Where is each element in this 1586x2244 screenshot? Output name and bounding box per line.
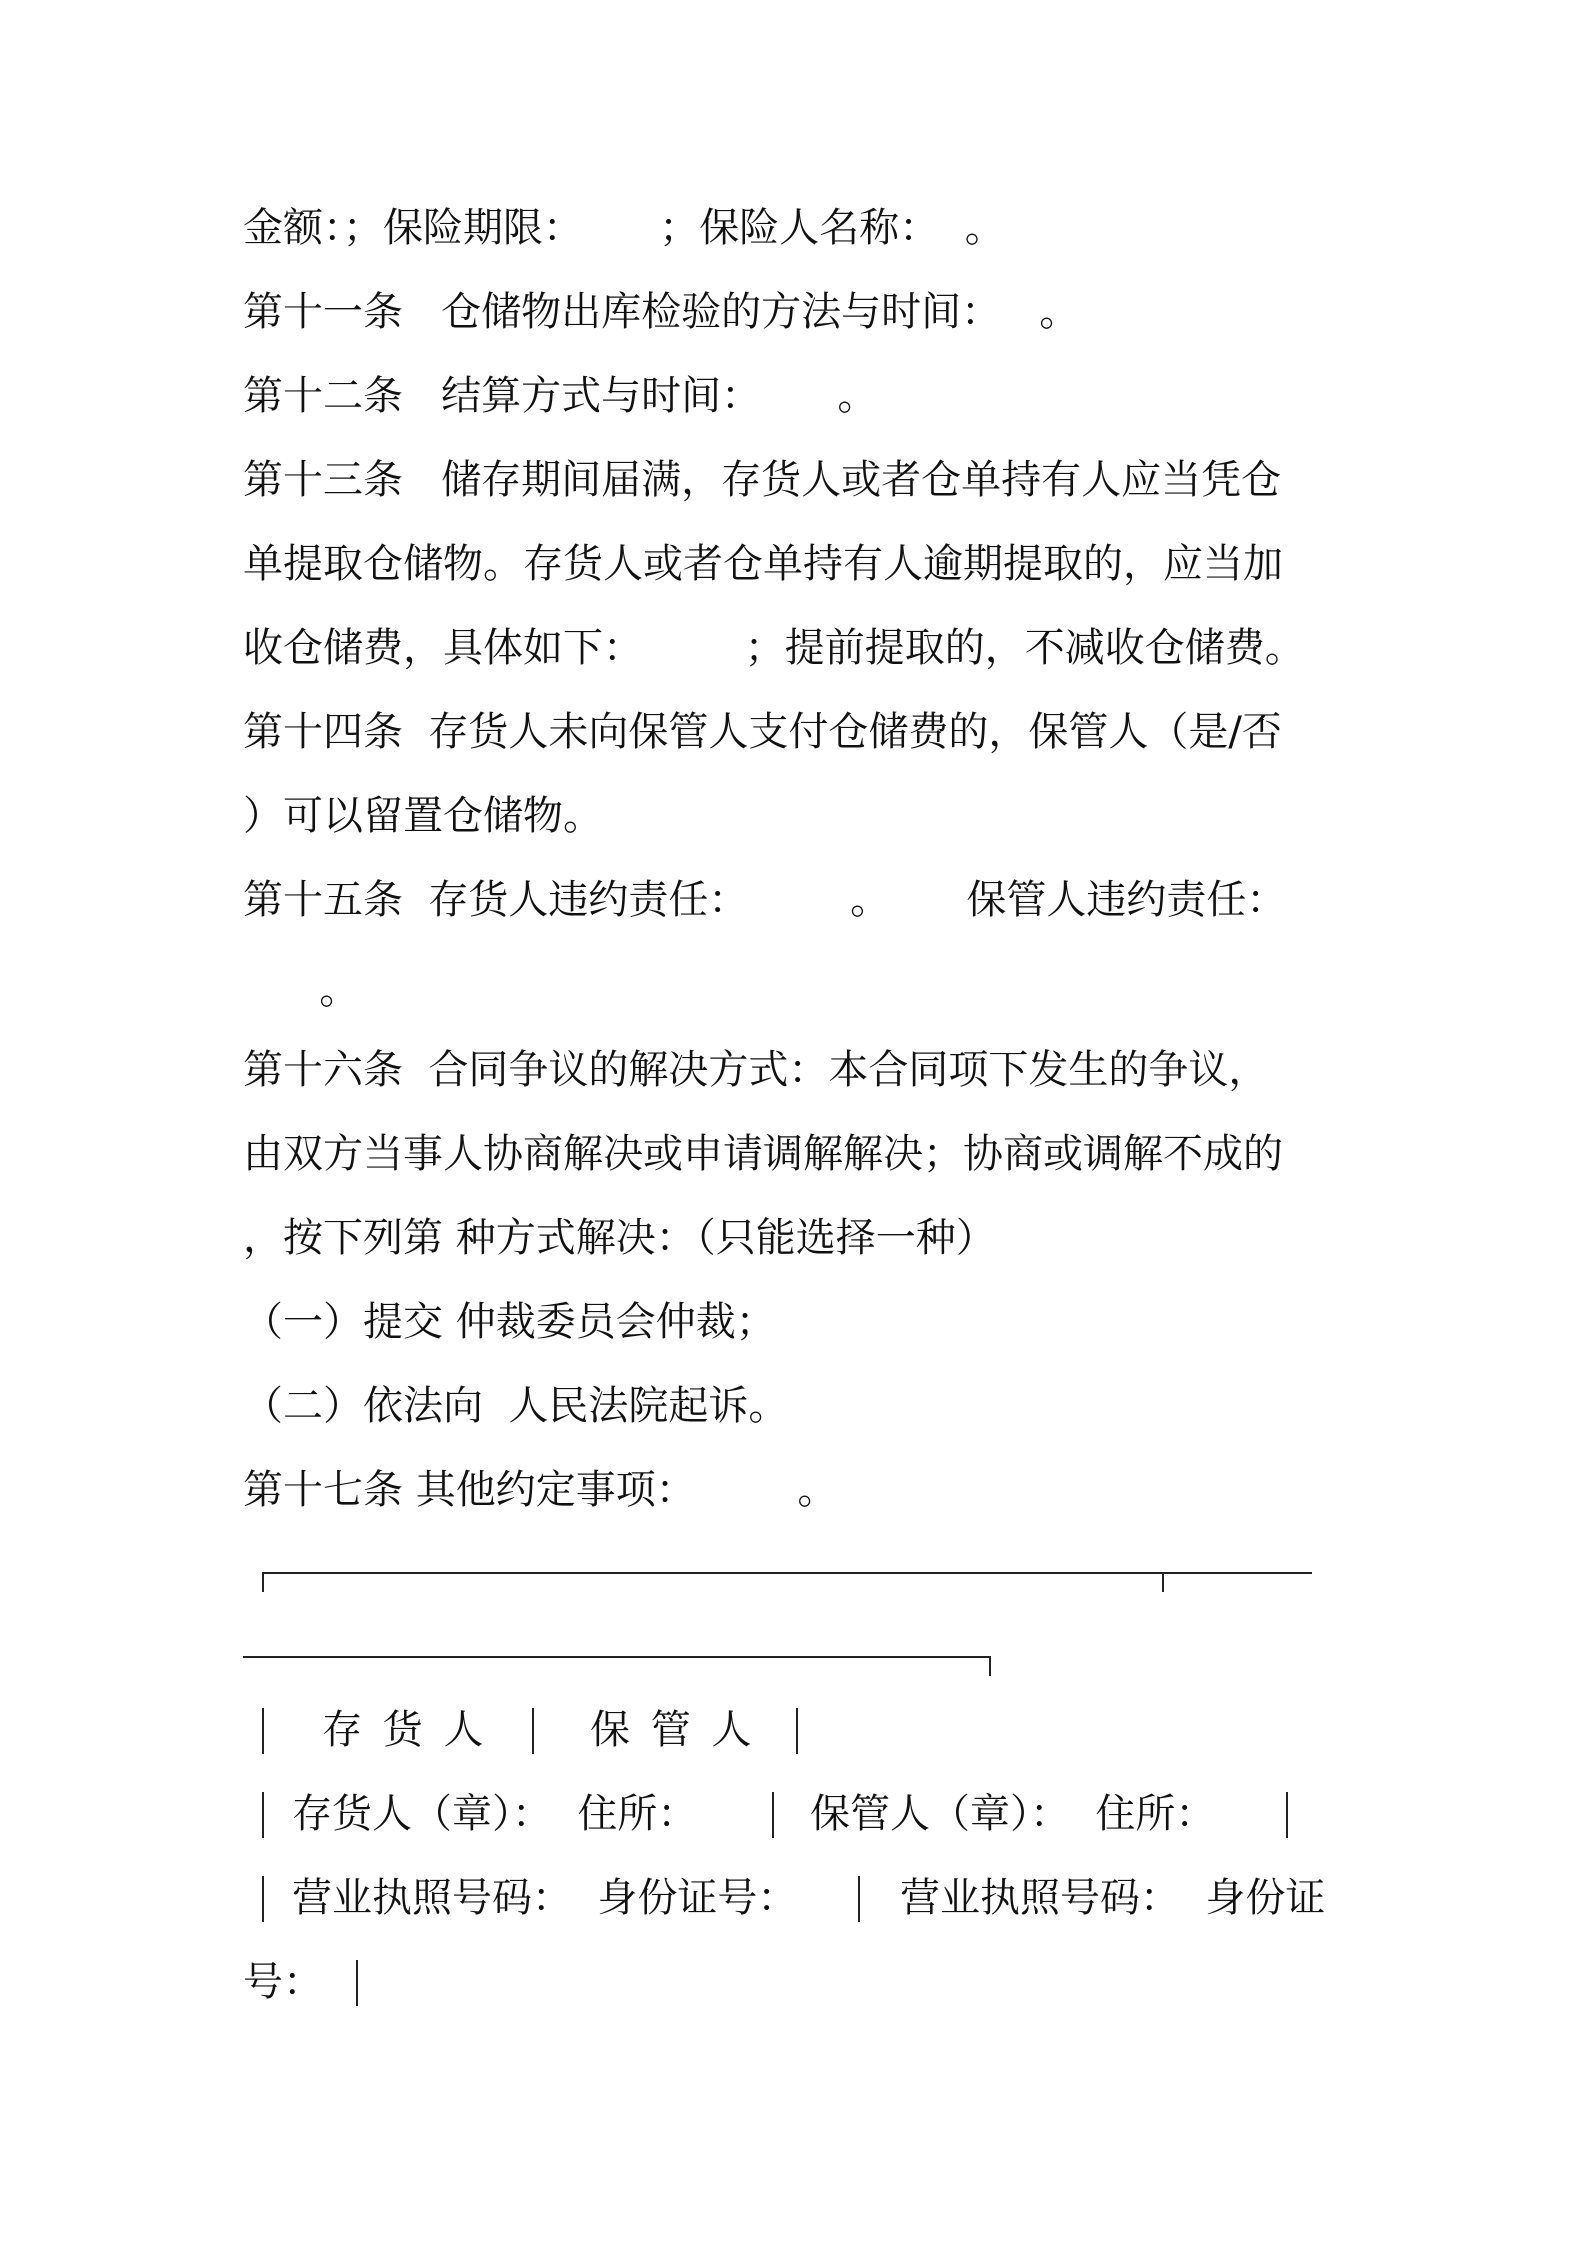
- text-line-option-1: （一）提交 仲裁委员会仲裁；: [243, 1299, 776, 1345]
- table-corner-mid: [1162, 1572, 1164, 1592]
- table-cell-depositor-seal: 存货人（章）： 住所：: [292, 1791, 698, 1837]
- text-line-article-15-b: 。: [243, 967, 360, 1013]
- table-cell-custodian-license: 营业执照号码： 身份证: [900, 1875, 1326, 1921]
- table-divider: [858, 1876, 860, 1922]
- table-corner-left: [262, 1572, 264, 1592]
- table-top-border: [262, 1572, 1312, 1574]
- text-line-article-17: 第十七条 其他约定事项： 。: [243, 1467, 838, 1513]
- text-line-option-2: （二）依法向 人民法院起诉。: [243, 1383, 789, 1429]
- text-line-insurance: 金额：；保险期限： ；保险人名称： 。: [243, 205, 1005, 251]
- table-divider: [1286, 1792, 1288, 1838]
- text-line-article-14-b: ）可以留置仓储物。: [243, 793, 603, 839]
- table-top-border-wrap: [243, 1656, 991, 1658]
- table-cell-depositor-license: 营业执照号码： 身份证号：: [292, 1875, 798, 1921]
- text-line-article-13-b: 单提取仓储物。存货人或者仓单持有人逾期提取的，应当加: [243, 541, 1283, 587]
- table-corner-right: [989, 1656, 991, 1676]
- text-line-article-13-c: 收仓储费，具体如下： ；提前提取的，不减收仓储费。: [243, 625, 1305, 671]
- text-line-article-11: 第十一条 仓储物出库检验的方法与时间： 。: [243, 289, 1080, 335]
- text-line-article-12: 第十二条 结算方式与时间： 。: [243, 373, 878, 419]
- table-divider: [262, 1792, 264, 1838]
- table-cell-license-wrap: 号：: [243, 1959, 323, 2005]
- text-line-article-14-a: 第十四条 存货人未向保管人支付仓储费的，保管人（是/否: [243, 709, 1282, 755]
- table-divider: [532, 1708, 534, 1754]
- table-divider: [796, 1708, 798, 1754]
- text-line-article-16-c: ，按下列第 种方式解决：（只能选择一种）: [243, 1215, 996, 1261]
- table-divider: [262, 1708, 264, 1754]
- table-cell-custodian-seal: 保管人（章）： 住所：: [810, 1791, 1216, 1837]
- text-line-article-16-b: 由双方当事人协商解决或申请调解解决；协商或调解不成的: [243, 1131, 1283, 1177]
- table-divider: [772, 1792, 774, 1838]
- text-line-article-13-a: 第十三条 储存期间届满，存货人或者仓单持有人应当凭仓: [243, 457, 1282, 503]
- text-line-article-16-a: 第十六条 合同争议的解决方式：本合同项下发生的争议，: [243, 1047, 1269, 1093]
- table-divider: [356, 1960, 358, 2006]
- table-header-custodian: 保 管 人: [590, 1707, 756, 1753]
- table-header-depositor: 存 货 人: [322, 1707, 488, 1753]
- table-divider: [262, 1876, 264, 1922]
- text-line-article-15-a: 第十五条 存货人违约责任： 。 保管人违约责任：: [243, 877, 1287, 923]
